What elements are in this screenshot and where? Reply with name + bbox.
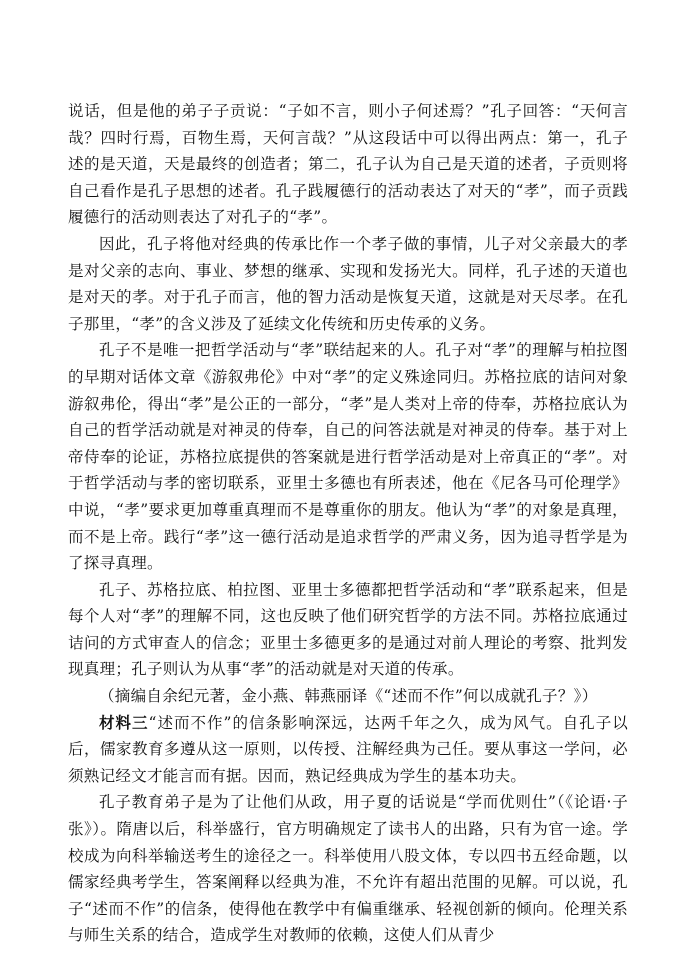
material-label: 材料三 xyxy=(99,712,149,732)
paragraph-text: 孔子不是唯一把哲学活动与“孝”联结起来的人。孔子对“孝”的理解与柏拉图的早期对话体文章《游叙弗伦》中对“孝”的定义殊途同归。苏格拉底的诘问对象游叙弗伦，得出“孝”是公正的一部分，“孝”是人类对上帝的侍奉，苏格拉底认为自己的哲学活动就是对神灵的侍奉，自己的问答法就是对神灵的侍奉。基于对上帝侍奉的论证，苏格拉底提供的答案就是进行哲学活动是对上帝真正的“孝”。对于哲学活动与孝的密切联系，亚里士多德也有所表述，他在《尼各马可伦理学》中说，“孝”要求更加尊重真理而不是尊重你的朋友。他认为“孝”的对象是真理，而不是上帝。践行“孝”这一德行活动是追求哲学的严肃义务，因为追寻哲学是为了探寻真理。 xyxy=(68,341,628,573)
paragraph-3 xyxy=(68,337,628,576)
body-text xyxy=(68,98,628,949)
paragraph-1 xyxy=(68,98,628,231)
paragraph-7 xyxy=(68,789,628,949)
paragraph-material-three xyxy=(68,710,628,790)
paragraph-text: 因此，孔子将他对经典的传承比作一个孝子做的事情，儿子对父亲最大的孝是对父亲的志向、事业、梦想的继承、实现和发扬光大。同样，孔子述的天道也是对天的孝。对于孔子而言，他的智力活动是恢复天道，这就是对天尽孝。在孔子那里，“孝”的含义涉及了延续文化传统和历史传承的义务。 xyxy=(68,234,628,333)
paragraph-4 xyxy=(68,577,628,683)
paragraph-text: 孔子、苏格拉底、柏拉图、亚里士多德都把哲学活动和“孝”联系起来，但是每个人对“孝”的理解不同，这也反映了他们研究哲学的方法不同。苏格拉底通过诘问的方式审查人的信念；亚里士多德更多的是通过对前人理论的考察、批判发现真理；孔子则认为从事“孝”的活动就是对天道的传承。 xyxy=(68,580,628,679)
paragraph-text: 说话，但是他的弟子子贡说：“子如不言，则小子何述焉？”孔子回答：“天何言哉？四时行焉，百物生焉，天何言哉？”从这段话中可以得出两点：第一，孔子述的是天道，天是最终的创造者；第二，孔子认为自己是天道的述者，子贡则将自己看作是孔子思想的述者。孔子践履德行的活动表达了对天的“孝”，而子贡践履德行的活动则表达了对孔子的“孝”。 xyxy=(68,102,628,227)
paragraph-2 xyxy=(68,231,628,337)
paragraph-text: “述而不作”的信条影响深远，达两千年之久，成为风气。自孔子以后，儒家教育多遵从这一原则，以传授、注解经典为己任。要从事这一学问，必须熟记经文才能言而有据。因而，熟记经典成为学生的基本功夫。 xyxy=(68,713,628,785)
paragraph-text: 孔子教育弟子是为了让他们从政，用子夏的话说是“学而优则仕”（《论语·子张》）。隋唐以后，科举盛行，官方明确规定了读书人的出路，只有为官一途。学校成为向科举输送考生的途径之一。科举使用八股文体，专以四书五经命题，以儒家经典考学生，答案阐释以经典为准，不允许有超出范围的见解。可以说，孔子“述而不作”的信条，使得他在教学中有偏重继承、轻视创新的倾向。伦理关系与师生关系的结合，造成学生对教师的依赖，这使人们从青少 xyxy=(68,793,628,945)
source-citation xyxy=(68,683,628,710)
citation-text: （摘编自余纪元著，金小燕、韩燕丽译《“述而不作”何以成就孔子？》） xyxy=(99,687,598,706)
